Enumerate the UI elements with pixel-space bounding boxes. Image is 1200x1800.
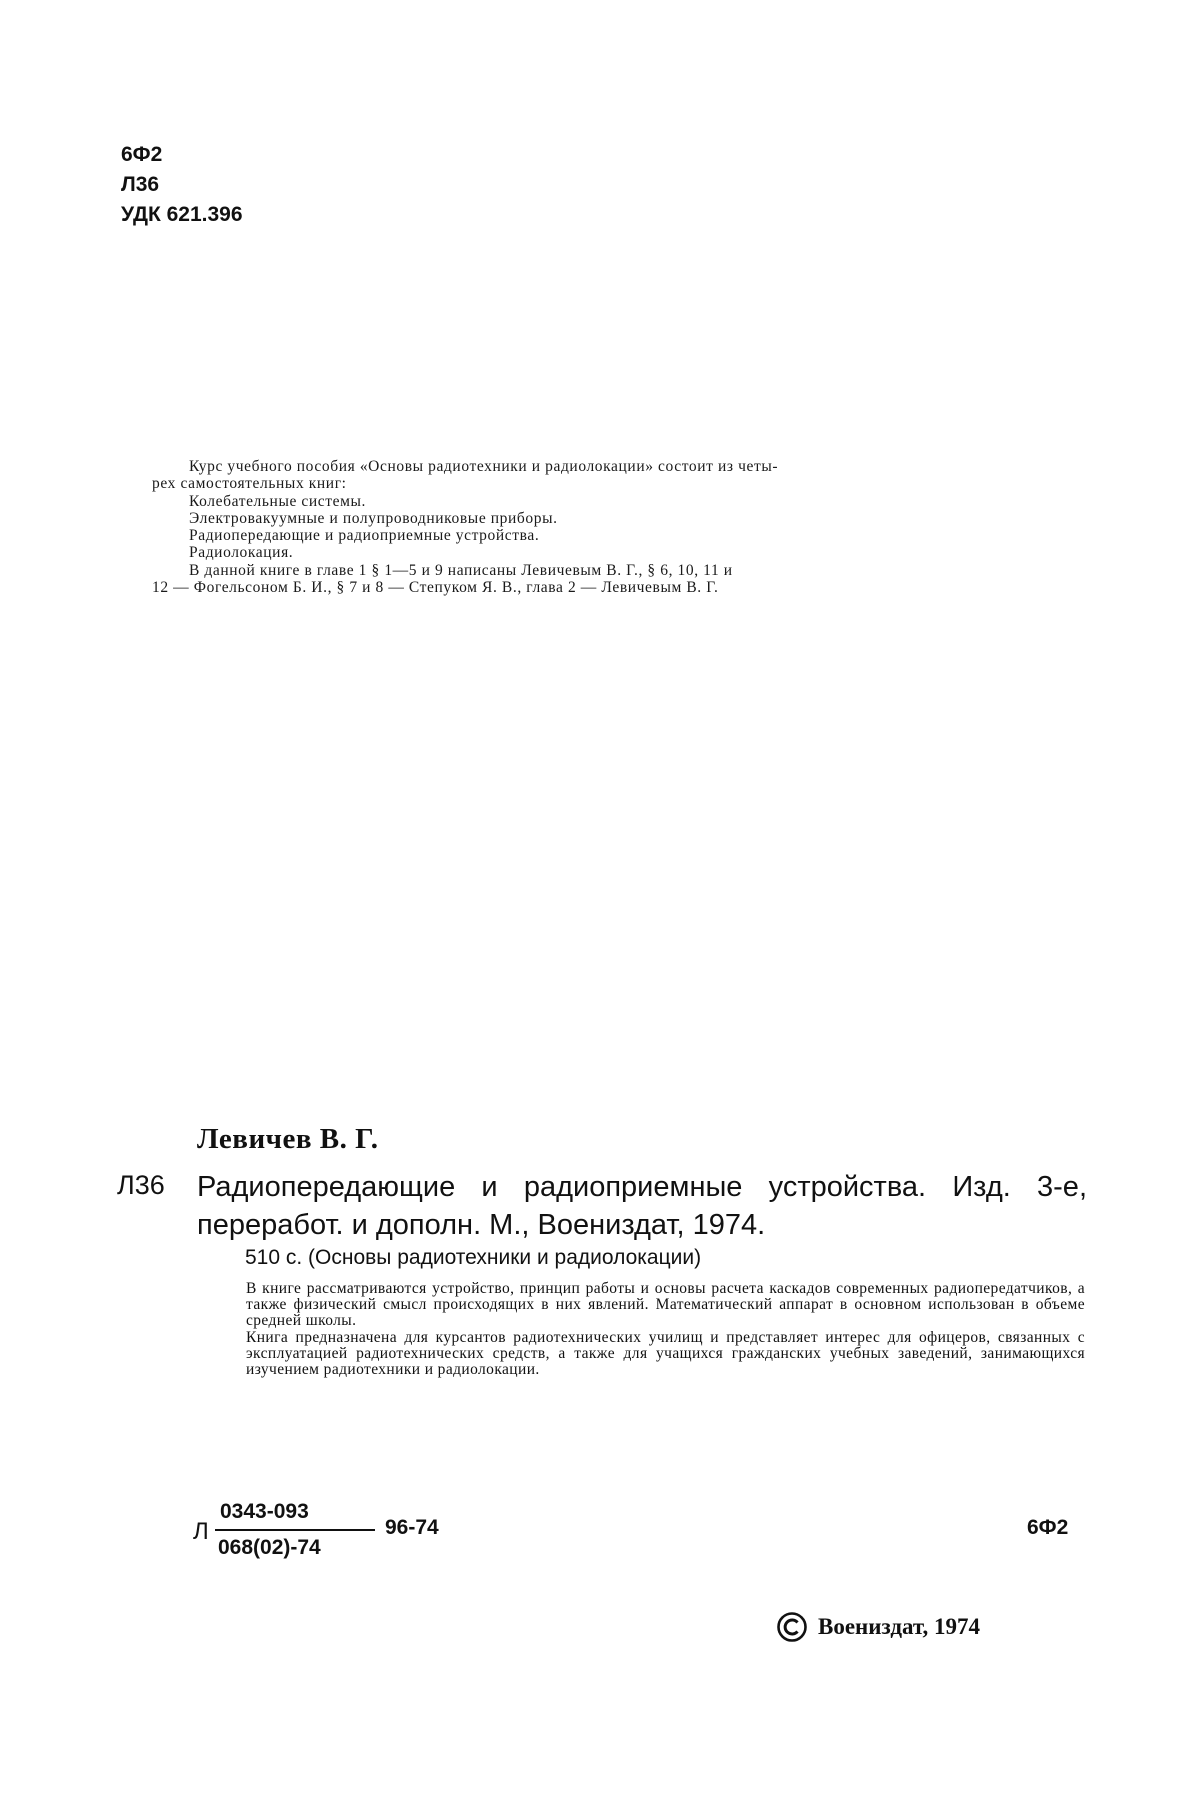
series-book-item: Электровакуумные и полупроводниковые приборы. <box>152 510 1049 527</box>
series-intro-line: Курс учебного пособия «Основы радиотехники и радиолокации» состоит из четы- <box>152 458 1049 475</box>
annotation <box>246 1281 1085 1378</box>
series-book-item: Радиолокация. <box>152 544 1049 561</box>
record-call-number: Л36 <box>117 1170 165 1201</box>
catalog-denominator: 068(02)-74 <box>218 1536 321 1560</box>
copyright-line <box>776 1611 980 1643</box>
classification-code: 6Ф2 <box>121 140 243 170</box>
series-book-item: Колебательные системы. <box>152 493 1049 510</box>
authors-note-line: 12 — Фогельсоном Б. И., § 7 и 8 — Степуком Я. В., глава 2 — Левичевым В. Г. <box>152 579 1049 596</box>
authors-note-line: В данной книге в главе 1 § 1—5 и 9 написаны Левичевым В. Г., § 6, 10, 11 и <box>152 562 1049 579</box>
catalog-classification-code: 6Ф2 <box>1027 1516 1068 1540</box>
copyright-text: Воениздат, 1974 <box>818 1614 980 1640</box>
annotation-paragraph: В книге рассматриваются устройство, принцип работы и основы расчета каскадов современных радиопередатчиков, а также физический смысл происходящих в них явлений. Математический аппарат в основном использован в объеме средней школы. <box>246 1281 1085 1330</box>
series-note <box>152 458 1049 596</box>
udc-code: УДК 621.396 <box>121 200 243 230</box>
series-intro-line: рех самостоятельных книг: <box>152 475 1049 492</box>
record-author: Левичев В. Г. <box>197 1123 379 1156</box>
record-title-line: переработ. и дополн. М., Воениздат, 1974. <box>197 1206 1087 1244</box>
catalog-index <box>193 1500 453 1564</box>
catalog-numerator: 0343-093 <box>220 1500 309 1524</box>
annotation-paragraph: Книга предназначена для курсантов радиотехнических училищ и представляет интерес для офицеров, связанных с эксплуатацией радиотехнических средств, а также для учащихся гражданских учебных заведений, занимающихся изучением радиотехники и радиолокации. <box>246 1330 1085 1379</box>
record-title-line: Радиопередающие и радиоприемные устройства. Изд. 3-е, <box>197 1168 1087 1206</box>
record-pages-series: 510 с. (Основы радиотехники и радиолокации) <box>245 1246 701 1270</box>
author-mark: Л36 <box>121 170 243 200</box>
catalog-suffix: 96-74 <box>385 1516 439 1540</box>
classification-block <box>121 140 243 230</box>
catalog-letter: Л <box>193 1518 209 1546</box>
fraction-rule <box>215 1529 375 1531</box>
record-title <box>197 1168 1087 1244</box>
series-book-item: Радиопередающие и радиоприемные устройства. <box>152 527 1049 544</box>
copyright-icon <box>776 1611 808 1643</box>
